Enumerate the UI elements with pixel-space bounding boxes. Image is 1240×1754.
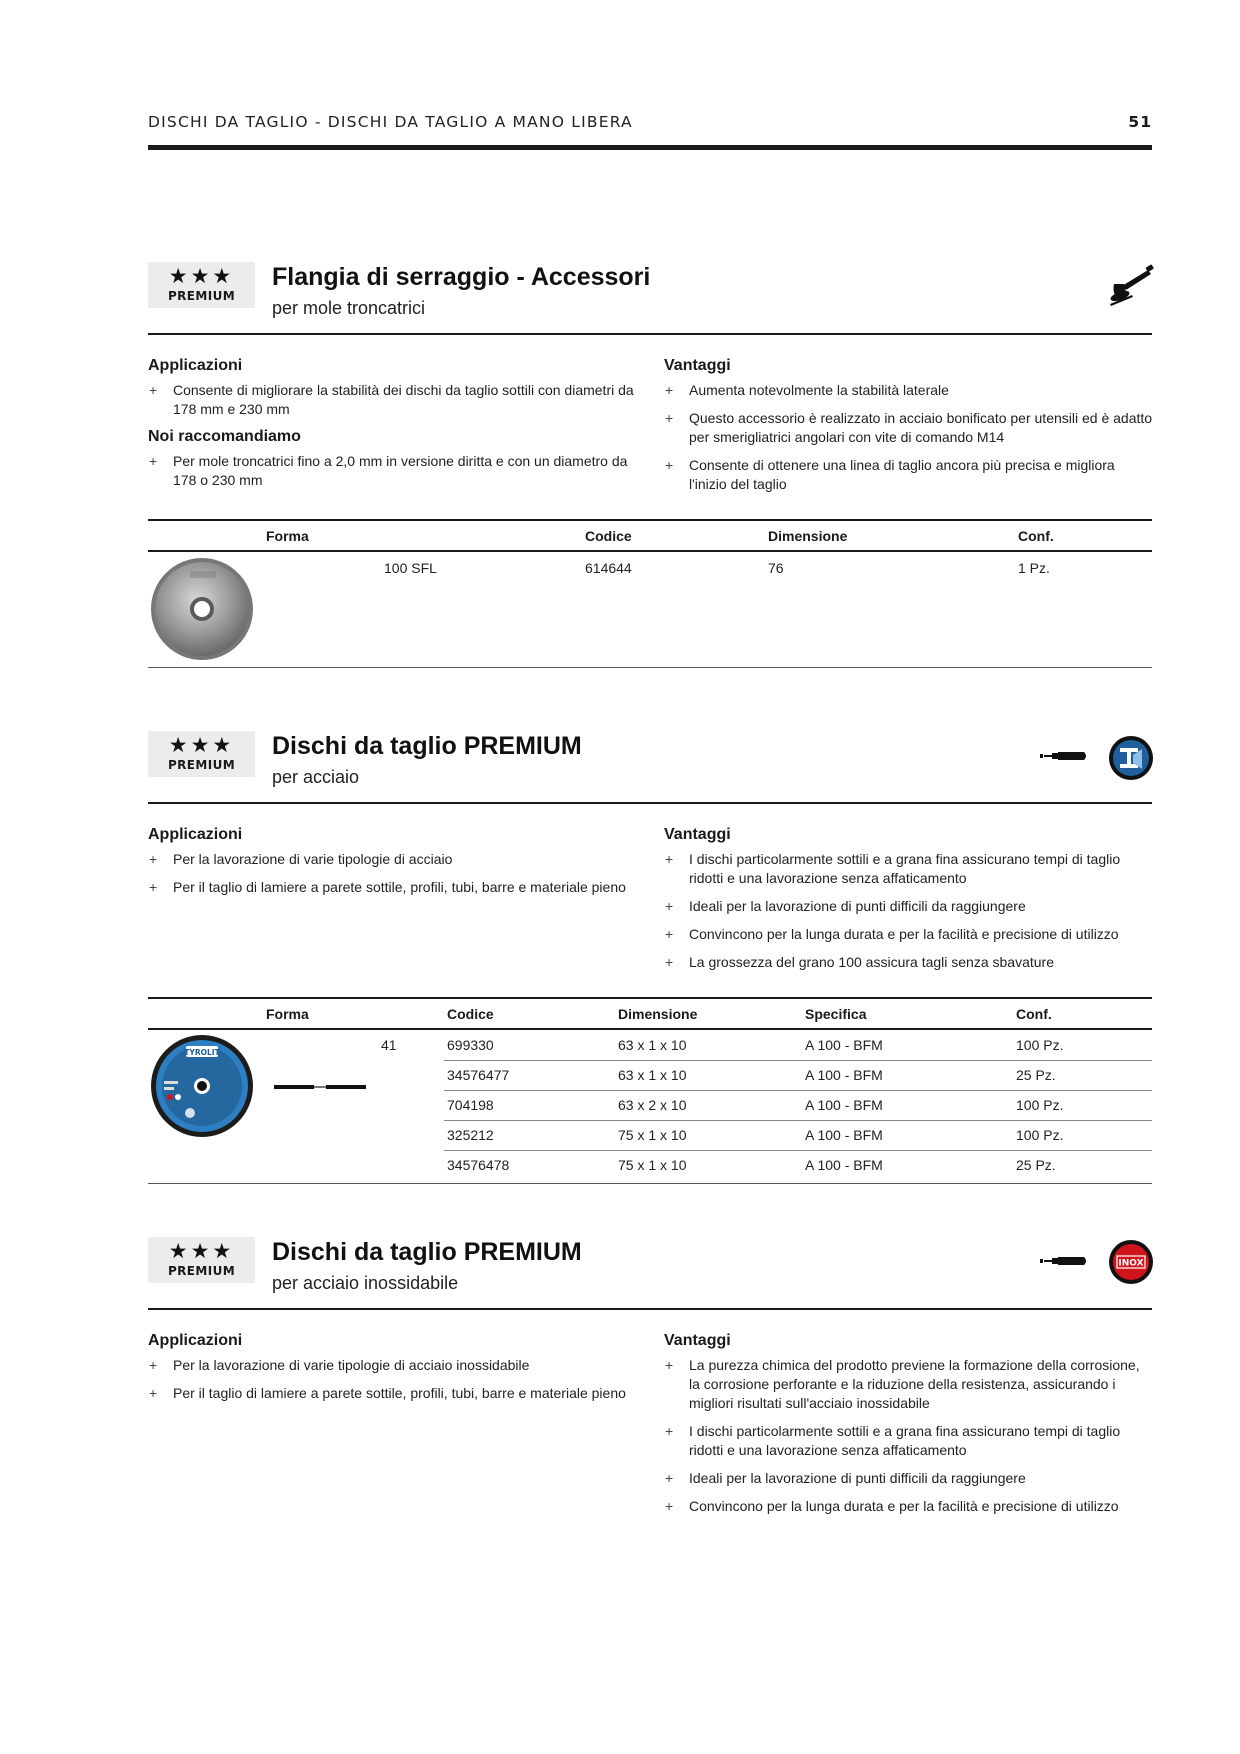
table-cell-specifica: A 100 - BFM [805, 1127, 883, 1143]
table-cell-codice: 699330 [447, 1037, 494, 1053]
table-cell-dimensione: 75 x 1 x 10 [618, 1157, 687, 1173]
table-cell-specifica: A 100 - BFM [805, 1067, 883, 1083]
list-item: + Consente di migliorare la stabilità dei dischi da taglio sottili con diametri da 178 mm e 230 mm [149, 382, 634, 417]
table-cell-specifica: A 100 - BFM [805, 1157, 883, 1173]
raccomandiamo-heading: Noi raccomandiamo [148, 428, 301, 445]
section-subtitle: per acciaio [272, 767, 360, 787]
table-header [148, 997, 1152, 1030]
list-item: + Aumenta notevolmente la stabilità laterale [665, 382, 949, 398]
angle-grinder-icon [1108, 264, 1154, 308]
list-item: + Convincono per la lunga durata e per la facilità e precisione di utilizzo [665, 926, 1119, 942]
table-cell-codice: 34576477 [447, 1067, 510, 1083]
list-item: + Per mole troncatrici fino a 2,0 mm in versione diritta e con un diametro da 178 o 230 mm [149, 453, 628, 488]
header-rule [148, 145, 1152, 150]
inox-material-icon [1108, 1239, 1154, 1285]
table-row-divider [444, 1150, 1152, 1151]
table-cell-specifica: A 100 - BFM [805, 1097, 883, 1113]
advantages-column [664, 826, 1154, 981]
table-cell-codice: 34576478 [447, 1157, 510, 1173]
premium-label: PREMIUM [167, 1264, 236, 1278]
col-dimensione: Dimensione [618, 1006, 698, 1022]
premium-label: PREMIUM [167, 289, 236, 303]
premium-badge [148, 262, 255, 308]
col-codice: Codice [447, 1006, 494, 1022]
list-item: + Per la lavorazione di varie tipologie di acciaio inossidabile [149, 1357, 530, 1373]
table-cell-conf: 100 Pz. [1016, 1037, 1064, 1053]
col-conf: Conf. [1016, 1006, 1052, 1022]
list-item: + Per la lavorazione di varie tipologie di acciaio [149, 851, 453, 867]
section-rule [148, 1308, 1152, 1310]
col-codice: Codice [585, 528, 632, 544]
table-cell-conf: 25 Pz. [1016, 1067, 1056, 1083]
vantaggi-heading: Vantaggi [664, 826, 731, 843]
table-cell-specifica: A 100 - BFM [805, 1037, 883, 1053]
vantaggi-heading: Vantaggi [664, 1332, 731, 1349]
premium-badge [148, 731, 255, 777]
applications-column [148, 1332, 648, 1412]
list-item: + Per il taglio di lamiere a parete sottile, profili, tubi, barre e materiale pieno [149, 1385, 626, 1401]
section-rule [148, 333, 1152, 335]
straight-grinder-icon [1040, 749, 1088, 763]
table-cell-conf: 100 Pz. [1016, 1097, 1064, 1113]
col-forma: Forma [266, 1006, 309, 1022]
col-conf: Conf. [1018, 528, 1054, 544]
disc-profile-icon [274, 1084, 366, 1090]
table-cell-conf: 1 Pz. [1018, 560, 1050, 576]
list-item: + I dischi particolarmente sottili e a grana fina assicurano tempi di taglio ridotti e una lavorazione senza affaticamento [665, 1423, 1121, 1458]
table-forma: 100 SFL [384, 560, 437, 576]
section-premium-acciaio [148, 731, 1152, 1191]
stars-rating: ★★★ [168, 265, 235, 288]
section-flangia [148, 262, 1152, 672]
svg-text:TYROLIT: TYROLIT [184, 1048, 220, 1057]
table-cell-conf: 25 Pz. [1016, 1157, 1056, 1173]
page-number: 51 [1128, 113, 1152, 131]
table-cell-conf: 100 Pz. [1016, 1127, 1064, 1143]
list-item: + I dischi particolarmente sottili e a grana fina assicurano tempi di taglio ridotti e una lavorazione senza affaticamento [665, 851, 1121, 886]
table-cell-codice: 325212 [447, 1127, 494, 1143]
col-specifica: Specifica [805, 1006, 867, 1022]
table-row-divider [444, 1090, 1152, 1091]
table-cell-codice: 614644 [585, 560, 632, 576]
table-cell-codice: 704198 [447, 1097, 494, 1113]
table-bottom-rule [148, 1183, 1152, 1184]
svg-text:INOX: INOX [1118, 1258, 1144, 1269]
applications-column [148, 826, 648, 906]
premium-badge [148, 1237, 255, 1283]
table-cell-dimensione: 63 x 1 x 10 [618, 1067, 687, 1083]
applicazioni-heading: Applicazioni [148, 357, 243, 374]
stars-rating: ★★★ [168, 734, 235, 757]
table-cell-dimensione: 76 [768, 560, 784, 576]
table-cell-dimensione: 63 x 1 x 10 [618, 1037, 687, 1053]
col-forma: Forma [266, 528, 309, 544]
table-forma: 41 [381, 1037, 397, 1053]
section-title: Dischi da taglio PREMIUM [272, 1238, 582, 1266]
stars-rating: ★★★ [168, 1240, 235, 1263]
premium-label: PREMIUM [167, 758, 236, 772]
table-row-divider [444, 1060, 1152, 1061]
list-item: + Ideali per la lavorazione di punti difficili da raggiungere [665, 898, 1026, 914]
table-row-divider [444, 1120, 1152, 1121]
col-dimensione: Dimensione [768, 528, 848, 544]
list-item: + Ideali per la lavorazione di punti difficili da raggiungere [665, 1470, 1026, 1486]
flange-image [150, 557, 254, 661]
section-title: Flangia di serraggio - Accessori [272, 263, 651, 291]
list-item: + Consente di ottenere una linea di taglio ancora più precisa e migliora l'inizio del taglio [665, 457, 1115, 492]
section-premium-inox [148, 1237, 1152, 1537]
table-cell-dimensione: 63 x 2 x 10 [618, 1097, 687, 1113]
page-header-title: DISCHI DA TAGLIO - DISCHI DA TAGLIO A MANO LIBERA [148, 113, 633, 131]
steel-material-icon [1108, 735, 1154, 781]
advantages-column [664, 1332, 1154, 1525]
table-header [148, 519, 1152, 552]
product-table [148, 997, 1152, 1187]
table-cell-dimensione: 75 x 1 x 10 [618, 1127, 687, 1143]
section-subtitle: per acciaio inossidabile [272, 1273, 459, 1293]
list-item: + Questo accessorio è realizzato in acciaio bonificato per utensili ed è adatto per smerigliatrici angolari con vite di comando M14 [665, 410, 1153, 445]
section-title: Dischi da taglio PREMIUM [272, 732, 582, 760]
applicazioni-heading: Applicazioni [148, 826, 243, 843]
list-item: + Per il taglio di lamiere a parete sottile, profili, tubi, barre e materiale pieno [149, 879, 626, 895]
section-subtitle: per mole troncatrici [272, 298, 426, 318]
section-rule [148, 802, 1152, 804]
page-header [148, 113, 1152, 151]
list-item: + Convincono per la lunga durata e per la facilità e precisione di utilizzo [665, 1498, 1119, 1514]
list-item: + La purezza chimica del prodotto previene la formazione della corrosione, la corrosione perforante e la riduzione della resistenza, assicurando i migliori risultati sull'acciaio inossidabile [665, 1357, 1140, 1411]
applicazioni-heading: Applicazioni [148, 1332, 243, 1349]
advantages-column [664, 357, 1154, 503]
table-bottom-rule [148, 667, 1152, 668]
straight-grinder-icon [1040, 1254, 1088, 1268]
list-item: + La grossezza del grano 100 assicura tagli senza sbavature [665, 954, 1054, 970]
applications-column [148, 357, 648, 499]
cutting-disc-image [150, 1033, 254, 1139]
product-table [148, 519, 1152, 669]
vantaggi-heading: Vantaggi [664, 357, 731, 374]
